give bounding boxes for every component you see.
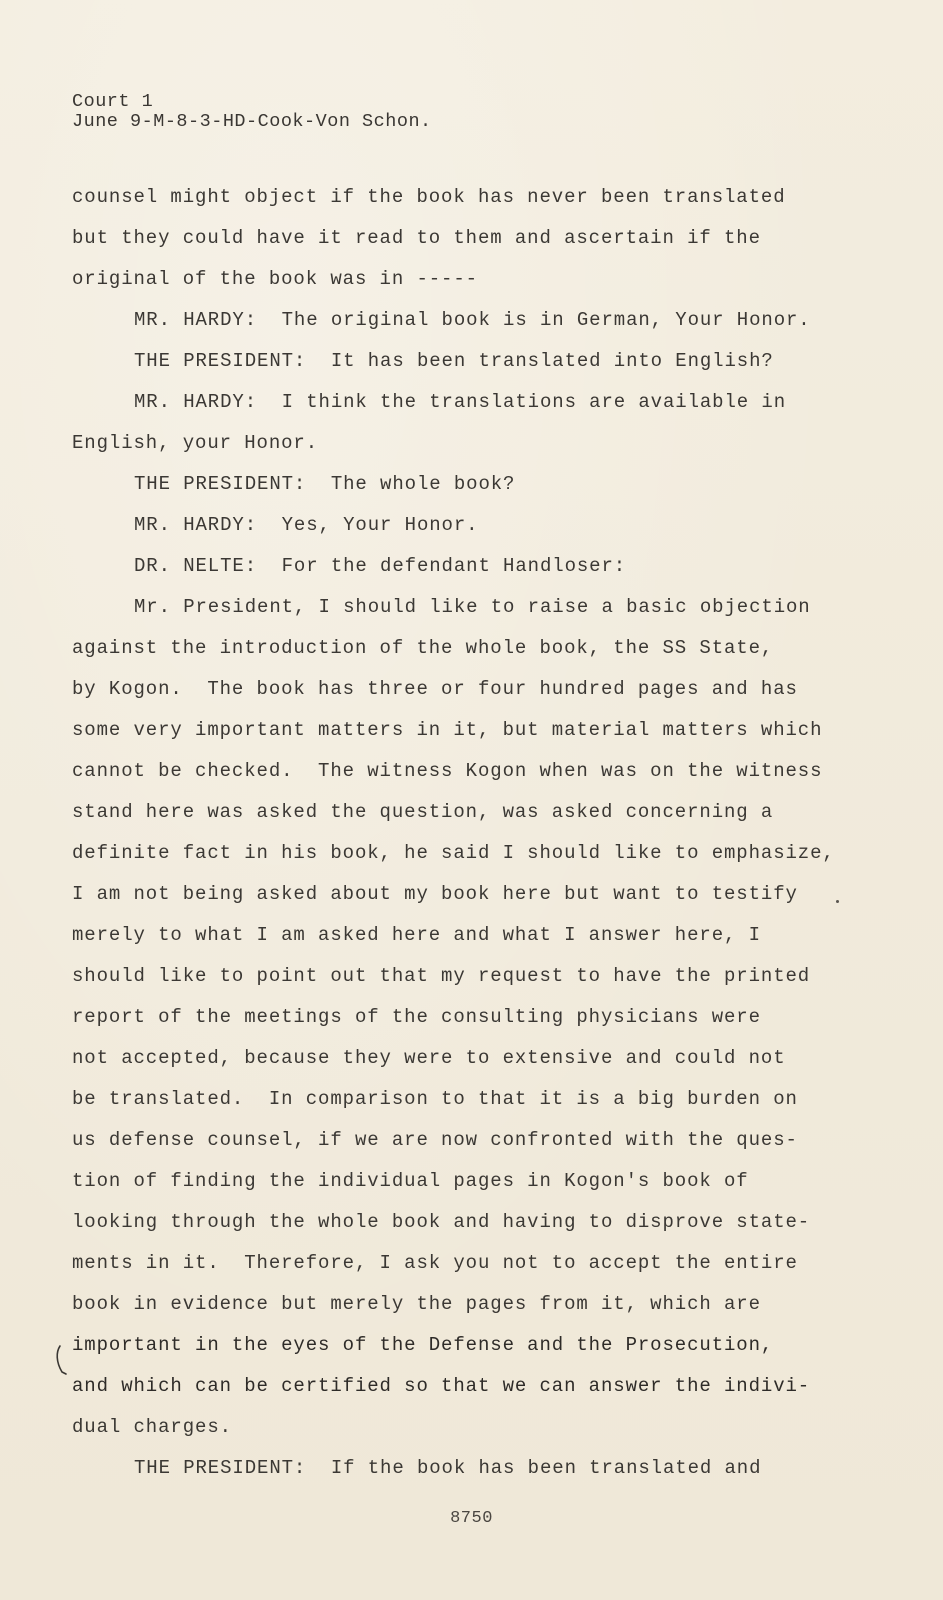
transcript-line: looking through the whole book and having to disprove state- xyxy=(72,1211,811,1233)
header-court: Court 1 xyxy=(72,91,154,112)
transcript-line: important in the eyes of the Defense and the Prosecution, xyxy=(72,1334,774,1356)
transcript-line: THE PRESIDENT: The whole book? xyxy=(134,473,516,495)
header-session-code: June 9-M-8-3-HD-Cook-Von Schon. xyxy=(72,111,432,132)
transcript-line: THE PRESIDENT: If the book has been translated and xyxy=(134,1457,762,1479)
stray-ink-dot xyxy=(836,900,839,903)
transcript-line: MR. HARDY: Yes, Your Honor. xyxy=(134,514,479,536)
page-number: 8750 xyxy=(450,1509,493,1528)
transcript-line: and which can be certified so that we can answer the indivi- xyxy=(72,1375,811,1397)
transcript-line: not accepted, because they were to extensive and could not xyxy=(72,1047,786,1069)
transcript-line: report of the meetings of the consulting physicians were xyxy=(72,1006,761,1028)
transcript-line: should like to point out that my request to have the printed xyxy=(72,965,811,987)
transcript-line: Mr. President, I should like to raise a basic objection xyxy=(134,596,811,618)
transcript-line: stand here was asked the question, was asked concerning a xyxy=(72,801,774,823)
document-header xyxy=(72,92,432,132)
transcript-line: original of the book was in ----- xyxy=(72,268,478,290)
transcript-line: be translated. In comparison to that it is a big burden on xyxy=(72,1088,798,1110)
transcript-line: us defense counsel, if we are now confronted with the ques- xyxy=(72,1129,798,1151)
transcript-line: book in evidence but merely the pages from it, which are xyxy=(72,1293,761,1315)
transcript-line: MR. HARDY: I think the translations are available in xyxy=(134,391,786,413)
handwritten-margin-mark xyxy=(54,1344,68,1376)
transcript-line: definite fact in his book, he said I should like to emphasize, xyxy=(72,842,835,864)
transcript-line: merely to what I am asked here and what I answer here, I xyxy=(72,924,761,946)
transcript-line: counsel might object if the book has never been translated xyxy=(72,186,786,208)
transcript-line: by Kogon. The book has three or four hundred pages and has xyxy=(72,678,798,700)
transcript-line: cannot be checked. The witness Kogon when was on the witness xyxy=(72,760,823,782)
transcript-line: THE PRESIDENT: It has been translated into English? xyxy=(134,350,774,372)
transcript-line: dual charges. xyxy=(72,1416,232,1438)
transcript-line: ments in it. Therefore, I ask you not to accept the entire xyxy=(72,1252,798,1274)
transcript-line: some very important matters in it, but material matters which xyxy=(72,719,823,741)
transcript-line: English, your Honor. xyxy=(72,432,319,454)
transcript-line: tion of finding the individual pages in Kogon's book of xyxy=(72,1170,749,1192)
transcript-line: DR. NELTE: For the defendant Handloser: xyxy=(134,555,627,577)
transcript-line: against the introduction of the whole book, the SS State, xyxy=(72,637,774,659)
transcript-line: but they could have it read to them and ascertain if the xyxy=(72,227,761,249)
transcript-line: I am not being asked about my book here but want to testify xyxy=(72,883,798,905)
transcript-line: MR. HARDY: The original book is in German, Your Honor. xyxy=(134,309,811,331)
